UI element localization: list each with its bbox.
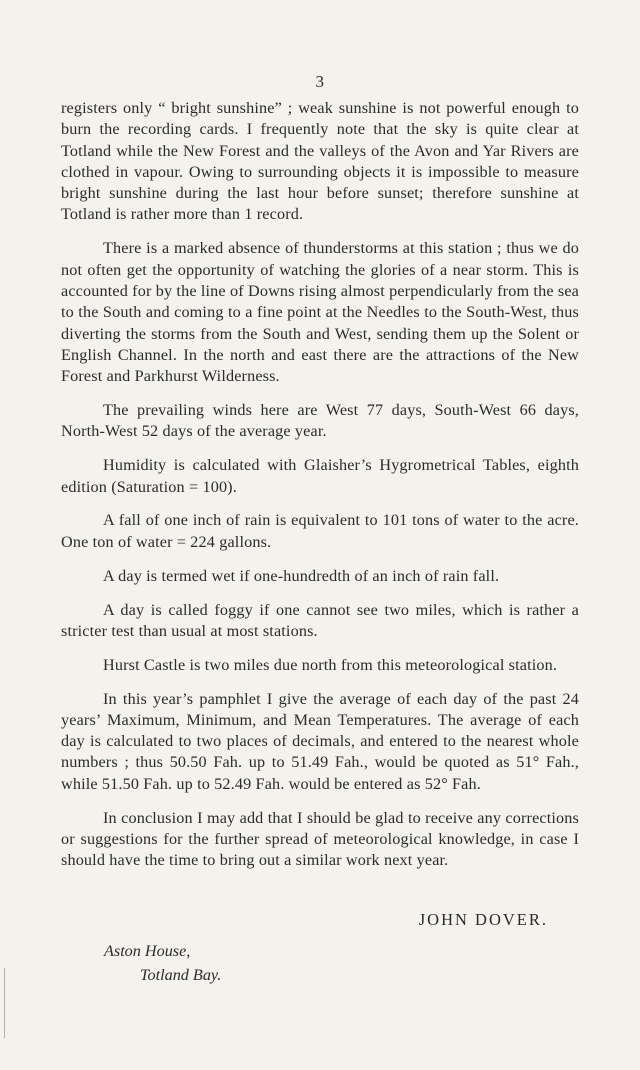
address-line-2: Totland Bay. <box>140 966 222 984</box>
paragraph-conclusion: In conclusion I may add that I should be glad to receive any corrections or suggestions for the further spread of meteorological knowledge, in case I should have the time to bring out a similar work next year. <box>61 808 579 870</box>
body-text <box>61 98 579 884</box>
signature: JOHN DOVER. <box>418 910 548 929</box>
paragraph-foggy-day: A day is called foggy if one cannot see two miles, which is rather a stricter test than usual at most stations. <box>61 600 579 640</box>
paragraph-thunderstorms: There is a marked absence of thunderstorms at this station ; thus we do not often get the opportunity of watching the glories of a near storm. This is accounted for by the line of Downs rising almost perpendicularly from the sea to the South and coming to a fine point at the Needles to the South-West, thus diverting the storms from the South and West, sending them up the Solent or English Channel. In the north and east there are the attractions of the New Forest and Parkhurst Wilderness. <box>61 239 579 386</box>
paragraph-temperatures: In this year’s pamphlet I give the average of each day of the past 24 years’ Maximum, Minimum, and Mean Temperatures. The average of each day is calculated to two places of decimals, and entered to the nearest whole numbers ; thus 50.50 Fah. up to 51.49 Fah., would be quoted as 51° Fah., while 51.50 Fah. up to 52.49 Fah. would be entered as 52° Fah. <box>61 689 579 793</box>
address-line-1: Aston House, <box>104 942 191 960</box>
paragraph-winds: The prevailing winds here are West 77 days, South-West 66 days, North-West 52 days of the average year. <box>61 401 579 441</box>
page-number: 3 <box>315 72 325 91</box>
paragraph-hurst-castle: Hurst Castle is two miles due north from this meteorological station. <box>103 655 558 674</box>
address-block <box>104 939 221 987</box>
paragraph-humidity: Humidity is calculated with Glaisher’s Hygrometrical Tables, eighth edition (Saturation = 100). <box>61 456 579 496</box>
paragraph-rainfall: A fall of one inch of rain is equivalent to 101 tons of water to the acre. One ton of water = 224 gallons. <box>61 511 579 551</box>
margin-mark <box>4 968 5 1038</box>
paragraph-sunshine: registers only “ bright sunshine” ; weak sunshine is not powerful enough to burn the recording cards. I frequently note that the sky is quite clear at Totland while the New Forest and the valleys of the Avon and Yar Rivers are clothed in vapour. Owing to surrounding objects it is impossible to measure bright sunshine during the last hour before sunset; therefore sunshine at Totland is rather more than 1 record. <box>61 99 579 224</box>
paragraph-wet-day: A day is termed wet if one-hundredth of an inch of rain fall. <box>103 566 500 585</box>
